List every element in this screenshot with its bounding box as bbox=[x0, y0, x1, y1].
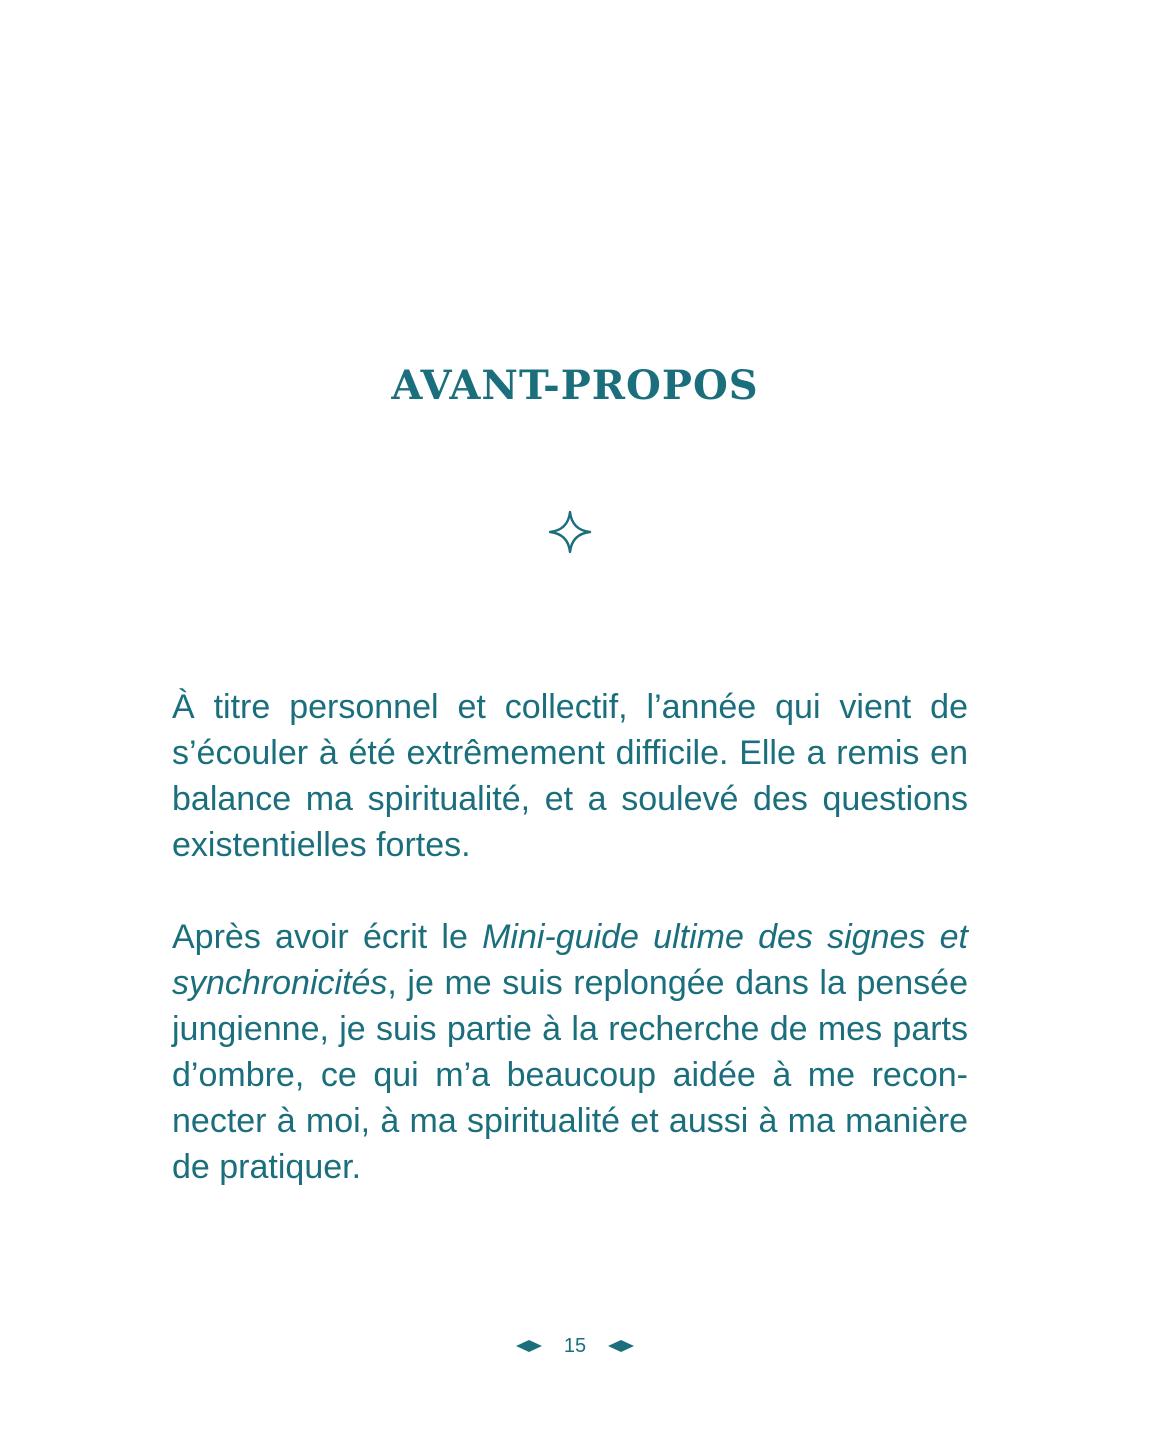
page-title: AVANT-PROPOS bbox=[391, 362, 759, 409]
diamond-icon bbox=[516, 1340, 542, 1352]
page-number: 15 bbox=[563, 1334, 587, 1357]
paragraph-2 bbox=[172, 914, 968, 1190]
diamond-icon bbox=[608, 1340, 634, 1352]
four-point-star-icon bbox=[548, 510, 592, 554]
page-footer bbox=[0, 1328, 1150, 1364]
paragraph-2-rest: , je me suis replongée dans la pensée jungienne, je suis partie à la recherche de mes parts d’ombre, ce qui m’a beaucoup aidée à me reconnecter à moi, à ma spiritualité et aussi à ma manière de pratiquer. bbox=[172, 964, 968, 1186]
book-title-italic: Mini-guide ultime des signes et synchronicités bbox=[172, 918, 968, 1002]
paragraph-2-lead: Après avoir écrit le bbox=[172, 918, 483, 956]
paragraph-1: À titre personnel et collectif, l’année qui vient de s’écouler à été extrêmement difficile. Elle a remis en balance ma spiritualité, et a soulevé des questions existentielles fortes. bbox=[172, 688, 968, 864]
